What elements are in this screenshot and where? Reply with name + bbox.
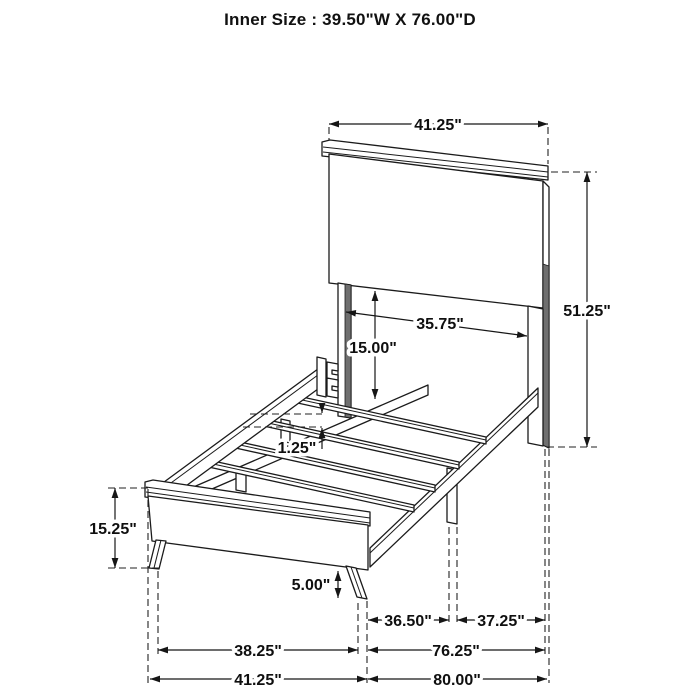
dim-label-footboard-height: 15.25" [89,521,137,538]
dim-label-headboard-inner-width: 35.75" [416,316,464,333]
dimension-headboard-width [329,117,548,134]
dimension-center-support-to-headboard [457,613,545,630]
dim-label-leg-to-center-support: 36.50" [384,613,432,630]
dimension-underframe-height [349,291,397,399]
dimension-overall-depth [368,672,547,689]
dimension-headboard-height [563,172,611,447]
dim-label-leg-height: 5.00" [291,577,331,594]
dim-label-slat-thickness: 1.25" [277,440,317,457]
dim-label-side-rail-length: 76.25" [432,643,480,660]
dim-label-underframe-height: 15.00" [349,340,397,357]
dimension-footboard-inner-width [158,643,358,660]
dim-label-overall-depth: 80.00" [433,672,481,689]
page-title: Inner Size : 39.50"W X 76.00"D [224,10,476,29]
headboard [322,140,549,448]
dim-label-overall-width: 41.25" [234,672,282,689]
dimension-leg-height [292,571,338,598]
dimension-overall-width [150,672,367,689]
dim-label-headboard-width: 41.25" [414,117,462,134]
dimension-headboard-inner-width [346,312,527,336]
dim-label-footboard-inner-width: 38.25" [234,643,282,660]
dim-label-center-support-to-headboard: 37.25" [477,613,525,630]
dim-label-headboard-height: 51.25" [563,303,611,320]
rail-bracket [317,357,326,397]
bed-drawing [145,140,549,599]
dimension-leg-to-center-support [368,613,449,630]
footboard [145,480,370,599]
headboard-right-leg [528,306,543,446]
dimension-side-rail-length [368,643,545,660]
dimension-footboard-height [89,488,137,568]
